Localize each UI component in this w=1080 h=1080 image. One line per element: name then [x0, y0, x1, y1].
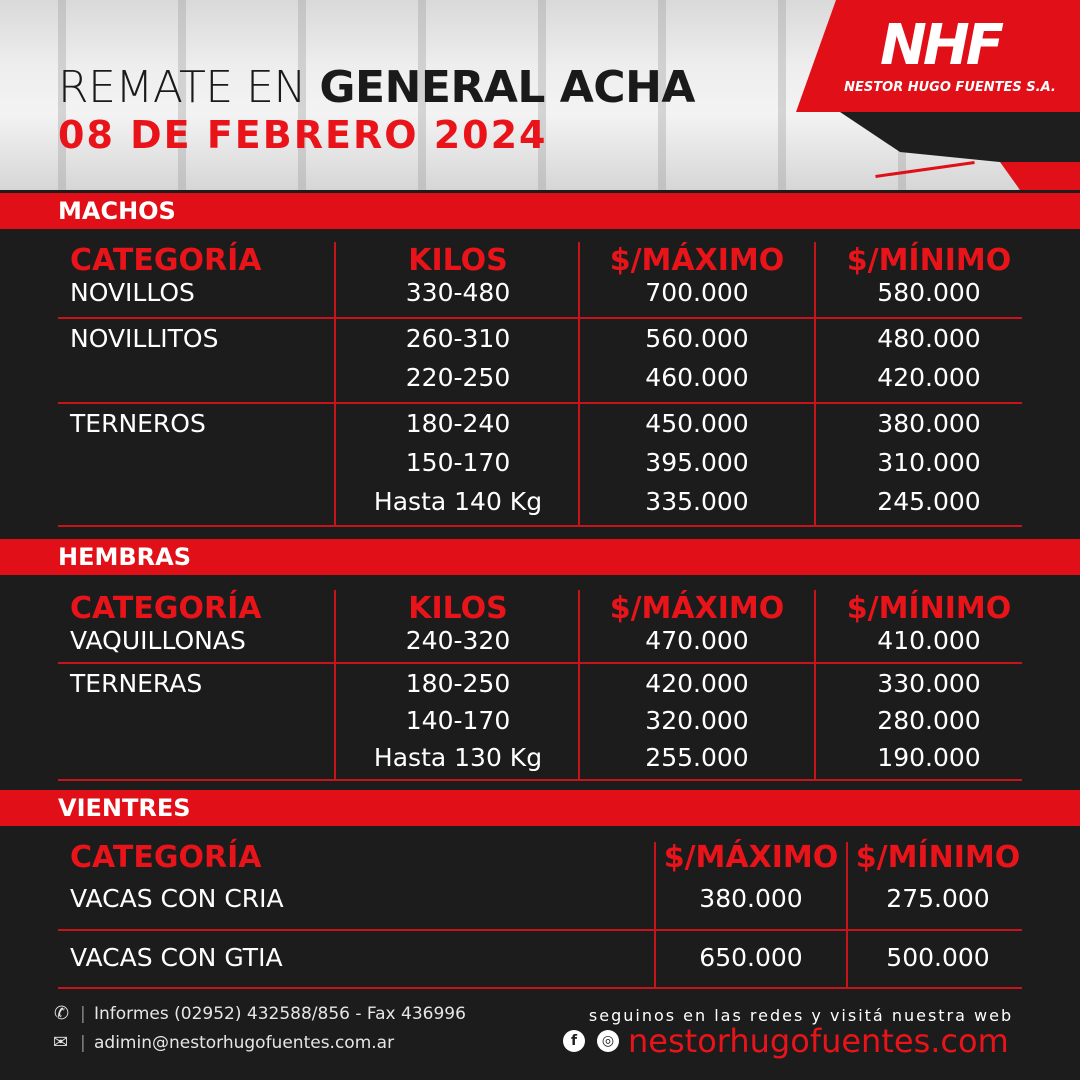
cell-maximo: 450.000	[645, 409, 749, 438]
row-divider	[58, 779, 1022, 781]
cell-maximo: 460.000	[645, 363, 749, 392]
column-header-categoria: CATEGORÍA	[70, 243, 262, 278]
cell-minimo: 500.000	[886, 943, 990, 972]
logo-mark: NHF	[880, 13, 1000, 78]
column-divider	[334, 590, 336, 780]
footer-email[interactable]: adimin@nestorhugofuentes.com.ar	[94, 1033, 395, 1053]
cell-minimo: 420.000	[877, 363, 981, 392]
row-divider	[58, 662, 1022, 664]
column-divider	[654, 842, 656, 988]
row-divider	[58, 317, 1022, 319]
cell-minimo: 280.000	[877, 706, 981, 735]
cell-kilos: 260-310	[405, 324, 511, 353]
column-header-minimo: $/MÍNIMO	[846, 243, 1012, 278]
footer-phone: Informes (02952) 432588/856 - Fax 436996	[94, 1004, 466, 1024]
cell-categoria: VACAS CON GTIA	[70, 943, 283, 972]
column-header-maximo: $/MÁXIMO	[663, 840, 839, 875]
cell-maximo: 420.000	[645, 669, 749, 698]
cell-maximo: 650.000	[699, 943, 803, 972]
cell-maximo: 380.000	[699, 884, 803, 913]
cell-categoria: NOVILLOS	[70, 278, 195, 307]
column-divider	[846, 842, 848, 988]
row-divider	[58, 402, 1022, 404]
row-divider	[58, 525, 1022, 527]
page-title	[58, 62, 695, 114]
section-label-hembras: HEMBRAS	[58, 543, 191, 571]
cell-categoria: TERNERAS	[70, 669, 203, 698]
cell-kilos: 150-170	[405, 448, 511, 477]
logo-company-name: NESTOR HUGO FUENTES S.A.	[844, 80, 1056, 95]
cell-maximo: 335.000	[645, 487, 749, 516]
cell-maximo: 255.000	[645, 743, 749, 772]
title-location: GENERAL ACHA	[319, 62, 695, 113]
column-header-categoria: CATEGORÍA	[70, 591, 262, 626]
footer-separator: |	[80, 1004, 86, 1024]
column-header-kilos: KILOS	[408, 591, 508, 626]
column-divider	[814, 590, 816, 780]
column-header-minimo: $/MÍNIMO	[855, 840, 1021, 875]
cell-minimo: 330.000	[877, 669, 981, 698]
cell-minimo: 480.000	[877, 324, 981, 353]
cell-maximo: 470.000	[645, 626, 749, 655]
column-divider	[334, 242, 336, 526]
row-divider	[58, 929, 1022, 931]
column-header-categoria: CATEGORÍA	[70, 840, 262, 875]
cell-kilos: 240-320	[405, 626, 511, 655]
cell-kilos: 220-250	[405, 363, 511, 392]
cell-minimo: 190.000	[877, 743, 981, 772]
cell-kilos: Hasta 140 Kg	[373, 487, 543, 516]
facebook-icon[interactable]: f	[563, 1030, 585, 1052]
phone-icon: ✆	[54, 1003, 70, 1024]
cell-maximo: 395.000	[645, 448, 749, 477]
cell-kilos: Hasta 130 Kg	[373, 743, 543, 772]
column-header-kilos: KILOS	[408, 243, 508, 278]
cell-kilos: 180-250	[405, 669, 511, 698]
cell-categoria: VACAS CON CRIA	[70, 884, 284, 913]
section-label-vientres: VIENTRES	[58, 794, 191, 822]
website-link[interactable]: nestorhugofuentes.com	[628, 1022, 1009, 1060]
cell-categoria: VAQUILLONAS	[70, 626, 246, 655]
column-header-maximo: $/MÁXIMO	[609, 591, 785, 626]
cell-minimo: 580.000	[877, 278, 981, 307]
cell-minimo: 380.000	[877, 409, 981, 438]
instagram-icon[interactable]: ◎	[597, 1030, 619, 1052]
cell-categoria: TERNEROS	[70, 409, 206, 438]
row-divider	[58, 987, 1022, 989]
title-thin: REMATE EN	[58, 62, 320, 113]
cell-kilos: 180-240	[405, 409, 511, 438]
cell-categoria: NOVILLITOS	[70, 324, 219, 353]
social-tagline: seguinos en las redes y visitá nuestra web	[588, 1006, 1014, 1025]
column-divider	[814, 242, 816, 526]
section-label-machos: MACHOS	[58, 197, 176, 225]
cell-minimo: 275.000	[886, 884, 990, 913]
cell-kilos: 140-170	[405, 706, 511, 735]
cell-maximo: 320.000	[645, 706, 749, 735]
column-header-minimo: $/MÍNIMO	[846, 591, 1012, 626]
column-header-maximo: $/MÁXIMO	[609, 243, 785, 278]
mail-icon: ✉	[53, 1032, 69, 1053]
cell-maximo: 700.000	[645, 278, 749, 307]
auction-date: 08 DE FEBRERO 2024	[58, 113, 548, 157]
cell-minimo: 410.000	[877, 626, 981, 655]
cell-minimo: 245.000	[877, 487, 981, 516]
cell-maximo: 560.000	[645, 324, 749, 353]
footer-separator: |	[80, 1033, 86, 1053]
cell-kilos: 330-480	[405, 278, 511, 307]
cell-minimo: 310.000	[877, 448, 981, 477]
